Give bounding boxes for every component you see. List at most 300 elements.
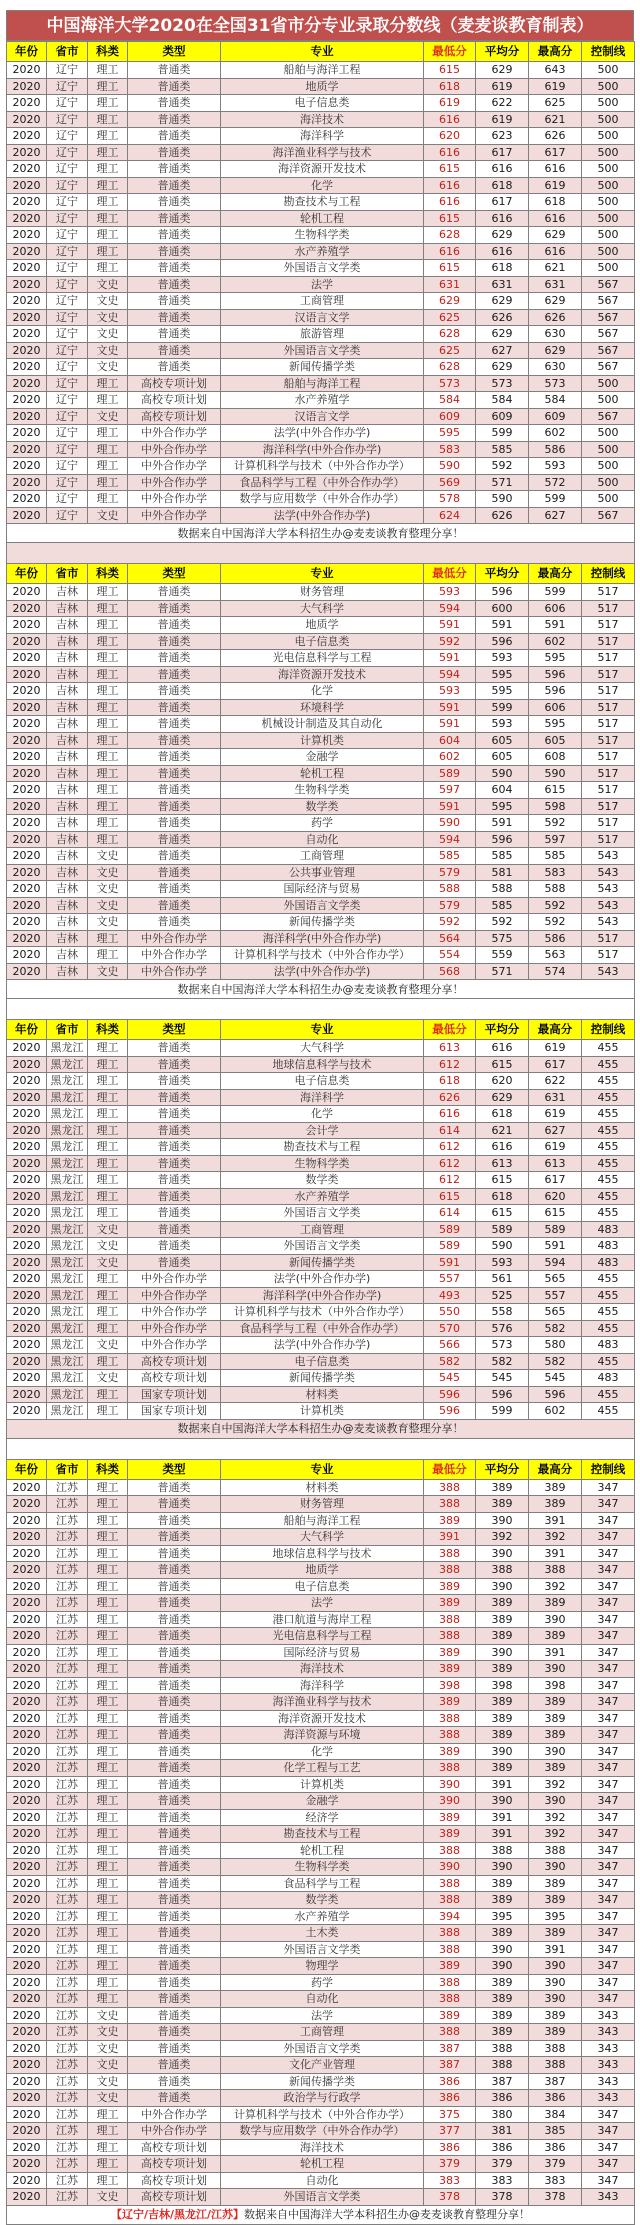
type-cell: 普通类 — [128, 1238, 221, 1255]
avg-score-cell: 386 — [476, 2090, 529, 2107]
major-cell: 食品科学与工程（中外合作办学） — [221, 474, 424, 491]
table-row — [7, 864, 635, 881]
avg-score-cell: 389 — [476, 2007, 529, 2024]
major-cell: 水产养殖学 — [221, 243, 424, 260]
avg-score-cell: 573 — [476, 1337, 529, 1354]
category-cell: 理工 — [88, 1188, 128, 1205]
province-cell: 黑龙江 — [47, 1221, 88, 1238]
control-line-cell: 483 — [582, 1254, 635, 1271]
year-cell: 2020 — [7, 1826, 47, 1843]
max-score-cell: 599 — [529, 491, 582, 508]
control-line-cell: 517 — [582, 716, 635, 733]
major-cell: 海洋科学(中外合作办学) — [221, 1287, 424, 1304]
year-cell: 2020 — [7, 210, 47, 227]
type-cell: 普通类 — [128, 177, 221, 194]
year-cell: 2020 — [7, 1628, 47, 1645]
category-cell: 理工 — [88, 1479, 128, 1496]
province-cell: 江苏 — [47, 1595, 88, 1612]
min-score-cell: 388 — [424, 1545, 476, 1562]
province-cell: 吉林 — [47, 666, 88, 683]
year-cell: 2020 — [7, 62, 47, 79]
major-cell: 海洋科学 — [221, 128, 424, 145]
control-line-cell: 483 — [582, 1337, 635, 1354]
column-header-type: 类型 — [128, 1459, 221, 1479]
year-cell: 2020 — [7, 1403, 47, 1420]
min-score-cell: 625 — [424, 342, 476, 359]
table-row — [7, 716, 635, 733]
year-cell: 2020 — [7, 392, 47, 409]
control-line-cell: 347 — [582, 1644, 635, 1661]
year-cell: 2020 — [7, 930, 47, 947]
type-cell: 普通类 — [128, 1974, 221, 1991]
min-score-cell: 493 — [424, 1287, 476, 1304]
year-cell: 2020 — [7, 1337, 47, 1354]
min-score-cell: 379 — [424, 2156, 476, 2173]
major-cell: 政治学与行政学 — [221, 2090, 424, 2107]
max-score-cell: 545 — [529, 1370, 582, 1387]
column-header-control-line: 控制线 — [582, 42, 635, 62]
table-row — [7, 1172, 635, 1189]
province-cell: 江苏 — [47, 2007, 88, 2024]
table-row — [7, 276, 635, 293]
control-line-cell: 455 — [582, 1320, 635, 1337]
control-line-cell: 343 — [582, 2090, 635, 2107]
major-cell: 生物科学类 — [221, 782, 424, 799]
avg-score-cell: 629 — [476, 293, 529, 310]
category-cell: 理工 — [88, 732, 128, 749]
max-score-cell: 387 — [529, 2073, 582, 2090]
min-score-cell: 388 — [424, 1727, 476, 1744]
control-line-cell: 455 — [582, 1172, 635, 1189]
control-line-cell: 517 — [582, 699, 635, 716]
min-score-cell: 591 — [424, 1254, 476, 1271]
type-cell: 高校专项计划 — [128, 2189, 221, 2206]
max-score-cell: 565 — [529, 1304, 582, 1321]
province-cell: 吉林 — [47, 930, 88, 947]
control-line-cell: 500 — [582, 227, 635, 244]
avg-score-cell: 383 — [476, 2172, 529, 2189]
table-row — [7, 210, 635, 227]
type-cell: 高校专项计划 — [128, 408, 221, 425]
category-cell: 理工 — [88, 111, 128, 128]
control-line-cell: 455 — [582, 1205, 635, 1222]
table-row — [7, 78, 635, 95]
table-row — [7, 1661, 635, 1678]
column-header-avg-score: 平均分 — [476, 564, 529, 584]
table-row — [7, 1353, 635, 1370]
category-cell: 理工 — [88, 1155, 128, 1172]
major-cell: 地球信息科学与技术 — [221, 1545, 424, 1562]
type-cell: 普通类 — [128, 128, 221, 145]
type-cell: 普通类 — [128, 1254, 221, 1271]
category-cell: 理工 — [88, 1320, 128, 1337]
province-cell: 江苏 — [47, 1743, 88, 1760]
min-score-cell: 568 — [424, 963, 476, 980]
source-note-text: 数据来自中国海洋大学本科招生办@麦麦谈教育整理分享！ — [177, 526, 464, 540]
table-row — [7, 1793, 635, 1810]
major-cell: 财务管理 — [221, 1496, 424, 1513]
control-line-cell: 347 — [582, 1793, 635, 1810]
max-score-cell: 622 — [529, 1073, 582, 1090]
min-score-cell: 573 — [424, 375, 476, 392]
avg-score-cell: 618 — [476, 1106, 529, 1123]
control-line-cell: 500 — [582, 144, 635, 161]
column-header-type: 类型 — [128, 564, 221, 584]
avg-score-cell: 618 — [476, 260, 529, 277]
min-score-cell: 388 — [424, 1628, 476, 1645]
province-cell: 黑龙江 — [47, 1205, 88, 1222]
year-cell: 2020 — [7, 128, 47, 145]
control-line-cell: 455 — [582, 1106, 635, 1123]
control-line-cell: 347 — [582, 1628, 635, 1645]
category-cell: 文史 — [88, 2090, 128, 2107]
control-line-cell: 500 — [582, 161, 635, 178]
control-line-cell: 343 — [582, 2007, 635, 2024]
control-line-cell: 347 — [582, 2139, 635, 2156]
control-line-cell: 517 — [582, 732, 635, 749]
avg-score-cell: 389 — [476, 1991, 529, 2008]
avg-score-cell: 571 — [476, 474, 529, 491]
min-score-cell: 596 — [424, 1403, 476, 1420]
max-score-cell: 627 — [529, 1122, 582, 1139]
table-row — [7, 2007, 635, 2024]
control-line-cell: 343 — [582, 2057, 635, 2074]
province-cell: 江苏 — [47, 1694, 88, 1711]
min-score-cell: 550 — [424, 1304, 476, 1321]
major-cell: 会计学 — [221, 1122, 424, 1139]
year-cell: 2020 — [7, 2172, 47, 2189]
province-cell: 江苏 — [47, 1892, 88, 1909]
table-row — [7, 1908, 635, 1925]
max-score-cell: 597 — [529, 831, 582, 848]
major-cell: 新闻传播学类 — [221, 359, 424, 376]
major-cell: 法学 — [221, 1595, 424, 1612]
province-cell: 黑龙江 — [47, 1172, 88, 1189]
min-score-cell: 375 — [424, 2106, 476, 2123]
max-score-cell: 619 — [529, 1106, 582, 1123]
min-score-cell: 388 — [424, 1892, 476, 1909]
control-line-cell: 347 — [582, 1578, 635, 1595]
year-cell: 2020 — [7, 1040, 47, 1057]
type-cell: 普通类 — [128, 1743, 221, 1760]
major-cell: 电子信息类 — [221, 633, 424, 650]
province-cell: 江苏 — [47, 2106, 88, 2123]
year-cell: 2020 — [7, 2073, 47, 2090]
max-score-cell: 392 — [529, 1529, 582, 1546]
min-score-cell: 387 — [424, 2040, 476, 2057]
column-header-year: 年份 — [7, 42, 47, 62]
max-score-cell: 629 — [529, 342, 582, 359]
min-score-cell: 631 — [424, 276, 476, 293]
province-cell: 江苏 — [47, 1661, 88, 1678]
table-row — [7, 1611, 635, 1628]
year-cell: 2020 — [7, 95, 47, 112]
major-cell: 光电信息科学与工程 — [221, 650, 424, 667]
year-cell: 2020 — [7, 716, 47, 733]
min-score-cell: 589 — [424, 765, 476, 782]
category-cell: 理工 — [88, 1760, 128, 1777]
avg-score-cell: 389 — [476, 1661, 529, 1678]
avg-score-cell: 591 — [476, 617, 529, 634]
province-cell: 吉林 — [47, 600, 88, 617]
category-cell: 理工 — [88, 1386, 128, 1403]
max-score-cell: 557 — [529, 1287, 582, 1304]
type-cell: 国家专项计划 — [128, 1403, 221, 1420]
major-cell: 工商管理 — [221, 848, 424, 865]
control-line-cell: 517 — [582, 782, 635, 799]
max-score-cell: 596 — [529, 683, 582, 700]
column-header-avg-score: 平均分 — [476, 1020, 529, 1040]
category-cell: 文史 — [88, 507, 128, 524]
province-cell: 吉林 — [47, 848, 88, 865]
province-cell: 江苏 — [47, 1760, 88, 1777]
province-cell: 江苏 — [47, 1793, 88, 1810]
major-cell: 海洋科学(中外合作办学) — [221, 930, 424, 947]
avg-score-cell: 626 — [476, 309, 529, 326]
type-cell: 普通类 — [128, 227, 221, 244]
control-line-cell: 517 — [582, 765, 635, 782]
type-cell: 普通类 — [128, 111, 221, 128]
category-cell: 理工 — [88, 1644, 128, 1661]
major-cell: 外国语言文学类 — [221, 342, 424, 359]
province-cell: 辽宁 — [47, 507, 88, 524]
table-row — [7, 194, 635, 211]
avg-score-cell: 593 — [476, 1254, 529, 1271]
province-cell: 江苏 — [47, 2090, 88, 2107]
category-cell: 理工 — [88, 1908, 128, 1925]
min-score-cell: 388 — [424, 1760, 476, 1777]
category-cell: 理工 — [88, 1595, 128, 1612]
type-cell: 普通类 — [128, 1089, 221, 1106]
min-score-cell: 618 — [424, 78, 476, 95]
max-score-cell: 608 — [529, 749, 582, 766]
major-cell: 计算机科学与技术（中外合作办学） — [221, 1304, 424, 1321]
max-score-cell: 616 — [529, 210, 582, 227]
avg-score-cell: 619 — [476, 111, 529, 128]
type-cell: 中外合作办学 — [128, 2106, 221, 2123]
category-cell: 理工 — [88, 1578, 128, 1595]
category-cell: 理工 — [88, 177, 128, 194]
province-cell: 江苏 — [47, 1859, 88, 1876]
year-cell: 2020 — [7, 699, 47, 716]
province-cell: 吉林 — [47, 963, 88, 980]
year-cell: 2020 — [7, 1611, 47, 1628]
control-line-cell: 455 — [582, 1386, 635, 1403]
type-cell: 中外合作办学 — [128, 2123, 221, 2140]
table-row — [7, 1545, 635, 1562]
type-cell: 普通类 — [128, 798, 221, 815]
control-line-cell: 347 — [582, 1842, 635, 1859]
category-cell: 理工 — [88, 1353, 128, 1370]
max-score-cell: 389 — [529, 1595, 582, 1612]
avg-score-cell: 388 — [476, 1562, 529, 1579]
avg-score-cell: 380 — [476, 2106, 529, 2123]
control-line-cell: 567 — [582, 276, 635, 293]
province-cell: 江苏 — [47, 1496, 88, 1513]
year-cell: 2020 — [7, 1106, 47, 1123]
column-header-category: 科类 — [88, 564, 128, 584]
avg-score-cell: 616 — [476, 210, 529, 227]
category-cell: 理工 — [88, 144, 128, 161]
year-cell: 2020 — [7, 1644, 47, 1661]
avg-score-cell: 599 — [476, 425, 529, 442]
major-cell: 轮机工程 — [221, 210, 424, 227]
year-cell: 2020 — [7, 1122, 47, 1139]
category-cell: 理工 — [88, 392, 128, 409]
avg-score-cell: 621 — [476, 1122, 529, 1139]
category-cell: 理工 — [88, 128, 128, 145]
avg-score-cell: 389 — [476, 1496, 529, 1513]
category-cell: 理工 — [88, 815, 128, 832]
type-cell: 普通类 — [128, 2024, 221, 2041]
avg-score-cell: 631 — [476, 276, 529, 293]
year-cell: 2020 — [7, 309, 47, 326]
province-cell: 辽宁 — [47, 177, 88, 194]
control-line-cell: 455 — [582, 1155, 635, 1172]
province-cell: 辽宁 — [47, 227, 88, 244]
avg-score-cell: 590 — [476, 491, 529, 508]
province-cell: 辽宁 — [47, 342, 88, 359]
category-cell: 理工 — [88, 62, 128, 79]
avg-score-cell: 620 — [476, 1073, 529, 1090]
min-score-cell: 595 — [424, 425, 476, 442]
province-cell: 黑龙江 — [47, 1403, 88, 1420]
avg-score-cell: 619 — [476, 78, 529, 95]
avg-score-cell: 389 — [476, 1875, 529, 1892]
major-cell: 海洋科学 — [221, 1089, 424, 1106]
type-cell: 高校专项计划 — [128, 375, 221, 392]
category-cell: 理工 — [88, 1661, 128, 1678]
category-cell: 文史 — [88, 1254, 128, 1271]
min-score-cell: 625 — [424, 309, 476, 326]
year-cell: 2020 — [7, 749, 47, 766]
type-cell: 普通类 — [128, 782, 221, 799]
max-score-cell: 618 — [529, 194, 582, 211]
category-cell: 理工 — [88, 1529, 128, 1546]
avg-score-cell: 589 — [476, 1221, 529, 1238]
max-score-cell: 595 — [529, 650, 582, 667]
type-cell: 普通类 — [128, 2057, 221, 2074]
year-cell: 2020 — [7, 441, 47, 458]
category-cell: 理工 — [88, 1958, 128, 1975]
column-header-control-line: 控制线 — [582, 1020, 635, 1040]
major-cell: 海洋科学(中外合作办学) — [221, 441, 424, 458]
min-score-cell: 387 — [424, 2057, 476, 2074]
major-cell: 工商管理 — [221, 2024, 424, 2041]
province-cell: 黑龙江 — [47, 1287, 88, 1304]
avg-score-cell: 593 — [476, 650, 529, 667]
province-cell: 江苏 — [47, 1644, 88, 1661]
year-cell: 2020 — [7, 1238, 47, 1255]
avg-score-cell: 390 — [476, 1859, 529, 1876]
province-cell: 吉林 — [47, 765, 88, 782]
column-header-max-score: 最高分 — [529, 1020, 582, 1040]
major-cell: 汉语言文学 — [221, 408, 424, 425]
province-cell: 江苏 — [47, 2172, 88, 2189]
table-row — [7, 2189, 635, 2206]
table-row — [7, 144, 635, 161]
type-cell: 普通类 — [128, 1512, 221, 1529]
major-cell: 计算机科学与技术（中外合作办学） — [221, 2106, 424, 2123]
category-cell: 理工 — [88, 930, 128, 947]
max-score-cell: 389 — [529, 1628, 582, 1645]
major-cell: 海洋技术 — [221, 111, 424, 128]
type-cell: 普通类 — [128, 1056, 221, 1073]
avg-score-cell: 616 — [476, 161, 529, 178]
control-line-cell: 347 — [582, 1710, 635, 1727]
province-cell: 黑龙江 — [47, 1304, 88, 1321]
type-cell: 普通类 — [128, 1859, 221, 1876]
avg-score-cell: 388 — [476, 1842, 529, 1859]
category-cell: 理工 — [88, 584, 128, 601]
category-cell: 理工 — [88, 765, 128, 782]
min-score-cell: 582 — [424, 1353, 476, 1370]
table-row — [7, 1155, 635, 1172]
major-cell: 土木类 — [221, 1925, 424, 1942]
major-cell: 数学与应用数学（中外合作办学） — [221, 2123, 424, 2140]
max-score-cell: 602 — [529, 633, 582, 650]
major-cell: 化学 — [221, 1743, 424, 1760]
max-score-cell: 390 — [529, 1859, 582, 1876]
province-cell: 辽宁 — [47, 408, 88, 425]
year-cell: 2020 — [7, 474, 47, 491]
province-cell: 辽宁 — [47, 161, 88, 178]
avg-score-cell: 615 — [476, 1172, 529, 1189]
type-cell: 高校专项计划 — [128, 1353, 221, 1370]
min-score-cell: 388 — [424, 1974, 476, 1991]
max-score-cell: 390 — [529, 1661, 582, 1678]
table-row — [7, 1479, 635, 1496]
table-row — [7, 765, 635, 782]
max-score-cell: 602 — [529, 425, 582, 442]
major-cell: 外国语言文学类 — [221, 1205, 424, 1222]
max-score-cell: 589 — [529, 1221, 582, 1238]
major-cell: 外国语言文学类 — [221, 2189, 424, 2206]
year-cell: 2020 — [7, 375, 47, 392]
min-score-cell: 388 — [424, 1562, 476, 1579]
avg-score-cell: 389 — [476, 1595, 529, 1612]
avg-score-cell: 629 — [476, 359, 529, 376]
table-row — [7, 1925, 635, 1942]
table-row — [7, 1221, 635, 1238]
table-row — [7, 1254, 635, 1271]
min-score-cell: 616 — [424, 1106, 476, 1123]
control-line-cell: 343 — [582, 2189, 635, 2206]
control-line-cell: 543 — [582, 963, 635, 980]
max-score-cell: 630 — [529, 326, 582, 343]
province-cell: 黑龙江 — [47, 1040, 88, 1057]
max-score-cell: 582 — [529, 1320, 582, 1337]
year-cell: 2020 — [7, 1677, 47, 1694]
table-row — [7, 1403, 635, 1420]
max-score-cell: 619 — [529, 177, 582, 194]
type-cell: 高校专项计划 — [128, 2156, 221, 2173]
source-note — [7, 980, 635, 999]
province-cell: 辽宁 — [47, 359, 88, 376]
table-row — [7, 1496, 635, 1513]
table-row — [7, 1040, 635, 1057]
min-score-cell: 612 — [424, 1172, 476, 1189]
avg-score-cell: 388 — [476, 2040, 529, 2057]
control-line-cell: 347 — [582, 1776, 635, 1793]
max-score-cell: 388 — [529, 1842, 582, 1859]
province-cell: 辽宁 — [47, 128, 88, 145]
type-cell: 高校专项计划 — [128, 2172, 221, 2189]
table-row — [7, 507, 635, 524]
table-row — [7, 963, 635, 980]
major-cell: 轮机工程 — [221, 1842, 424, 1859]
max-score-cell: 631 — [529, 1089, 582, 1106]
